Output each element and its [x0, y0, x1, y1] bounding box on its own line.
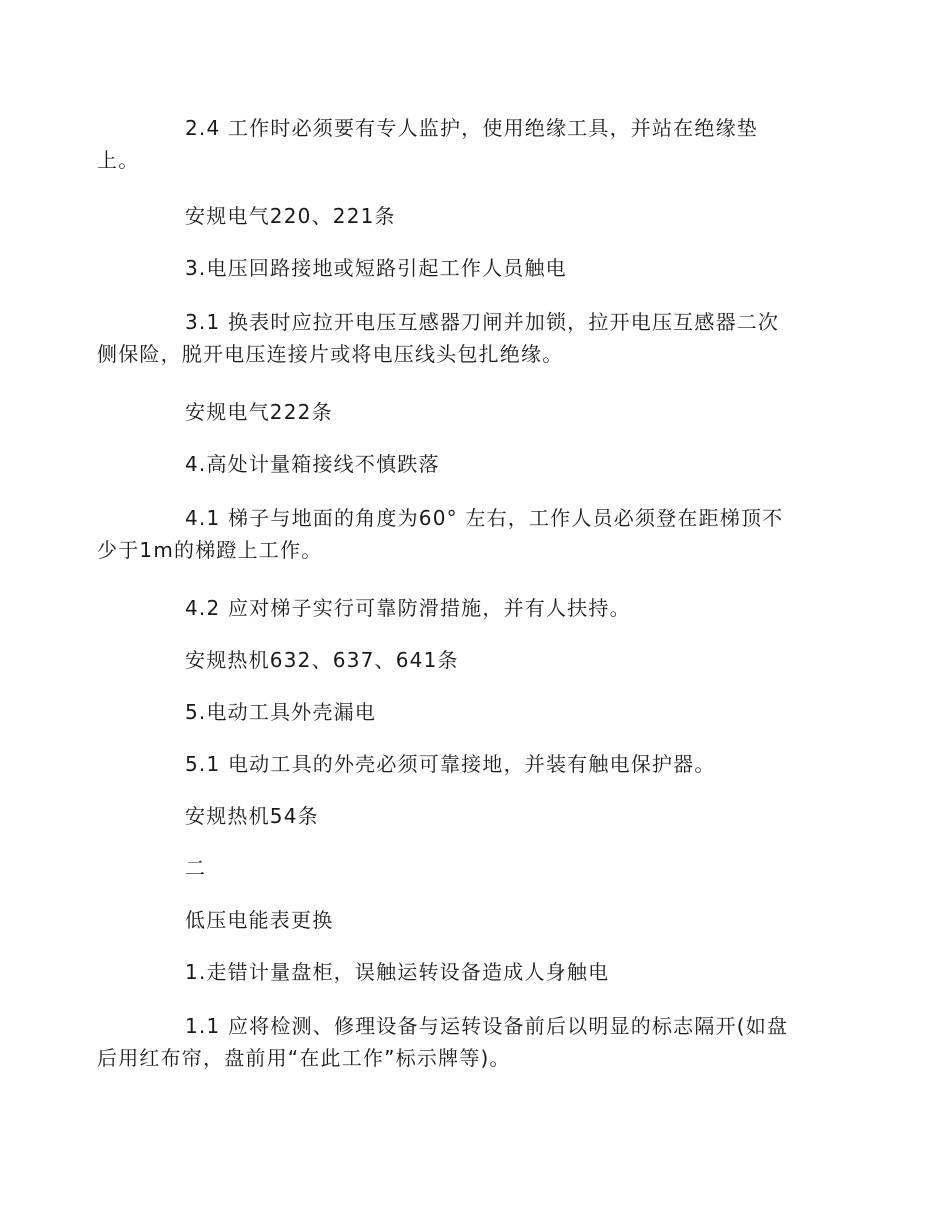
heading-5: [141, 696, 816, 728]
paragraph-3-1: [97, 306, 816, 370]
text-line: 1.走错计量盘柜，误触运转设备造成人身触电: [185, 960, 610, 984]
paragraph-2-4: [97, 112, 816, 176]
text-line: 5.1 电动工具的外壳必须可靠接地，并装有触电保护器。: [185, 752, 716, 776]
reference-54: [141, 800, 816, 832]
text-line: 4.高处计量箱接线不慎跌落: [185, 452, 440, 476]
text-line: 4.1 梯子与地面的角度为60° 左右，工作人员必须登在距梯顶不: [185, 506, 784, 530]
text-line: 2.4 工作时必须要有专人监护，使用绝缘工具，并站在绝缘垫: [185, 116, 758, 140]
heading-1: [141, 956, 816, 988]
reference-632-637-641: [141, 644, 816, 676]
text-line: 低压电能表更换: [185, 908, 334, 932]
text-line: 4.2 应对梯子实行可靠防滑措施，并有人扶持。: [185, 596, 631, 620]
paragraph-5-1: [141, 748, 816, 780]
text-line: 1.1 应将检测、修理设备与运转设备前后以明显的标志隔开(如盘: [185, 1014, 789, 1038]
heading-4: [141, 448, 816, 480]
text-line: 安规热机54条: [185, 804, 319, 828]
text-line: 3.1 换表时应拉开电压互感器刀闸并加锁，拉开电压互感器二次: [185, 310, 780, 334]
text-line: 二: [185, 856, 207, 880]
text-line: 少于1m的梯蹬上工作。: [97, 538, 323, 562]
text-line: 安规电气222条: [185, 400, 333, 424]
section-number: [141, 852, 816, 884]
heading-3: [141, 252, 816, 284]
paragraph-4-1: [97, 502, 816, 566]
text-line: 后用红布帘，盘前用“在此工作”标示牌等)。: [97, 1046, 511, 1070]
text-line: 侧保险，脱开电压连接片或将电压线头包扎绝缘。: [97, 342, 564, 366]
paragraph-4-2: [141, 592, 816, 624]
reference-220-221: [141, 200, 816, 232]
text-line: 3.电压回路接地或短路引起工作人员触电: [185, 256, 567, 280]
text-line: 5.电动工具外壳漏电: [185, 700, 377, 724]
reference-222: [141, 396, 816, 428]
paragraph-1-1: [97, 1010, 816, 1074]
text-line: 安规电气220、221条: [185, 204, 396, 228]
section-title: [141, 904, 816, 936]
text-line: 安规热机632、637、641条: [185, 648, 459, 672]
text-line: 上。: [97, 148, 140, 172]
